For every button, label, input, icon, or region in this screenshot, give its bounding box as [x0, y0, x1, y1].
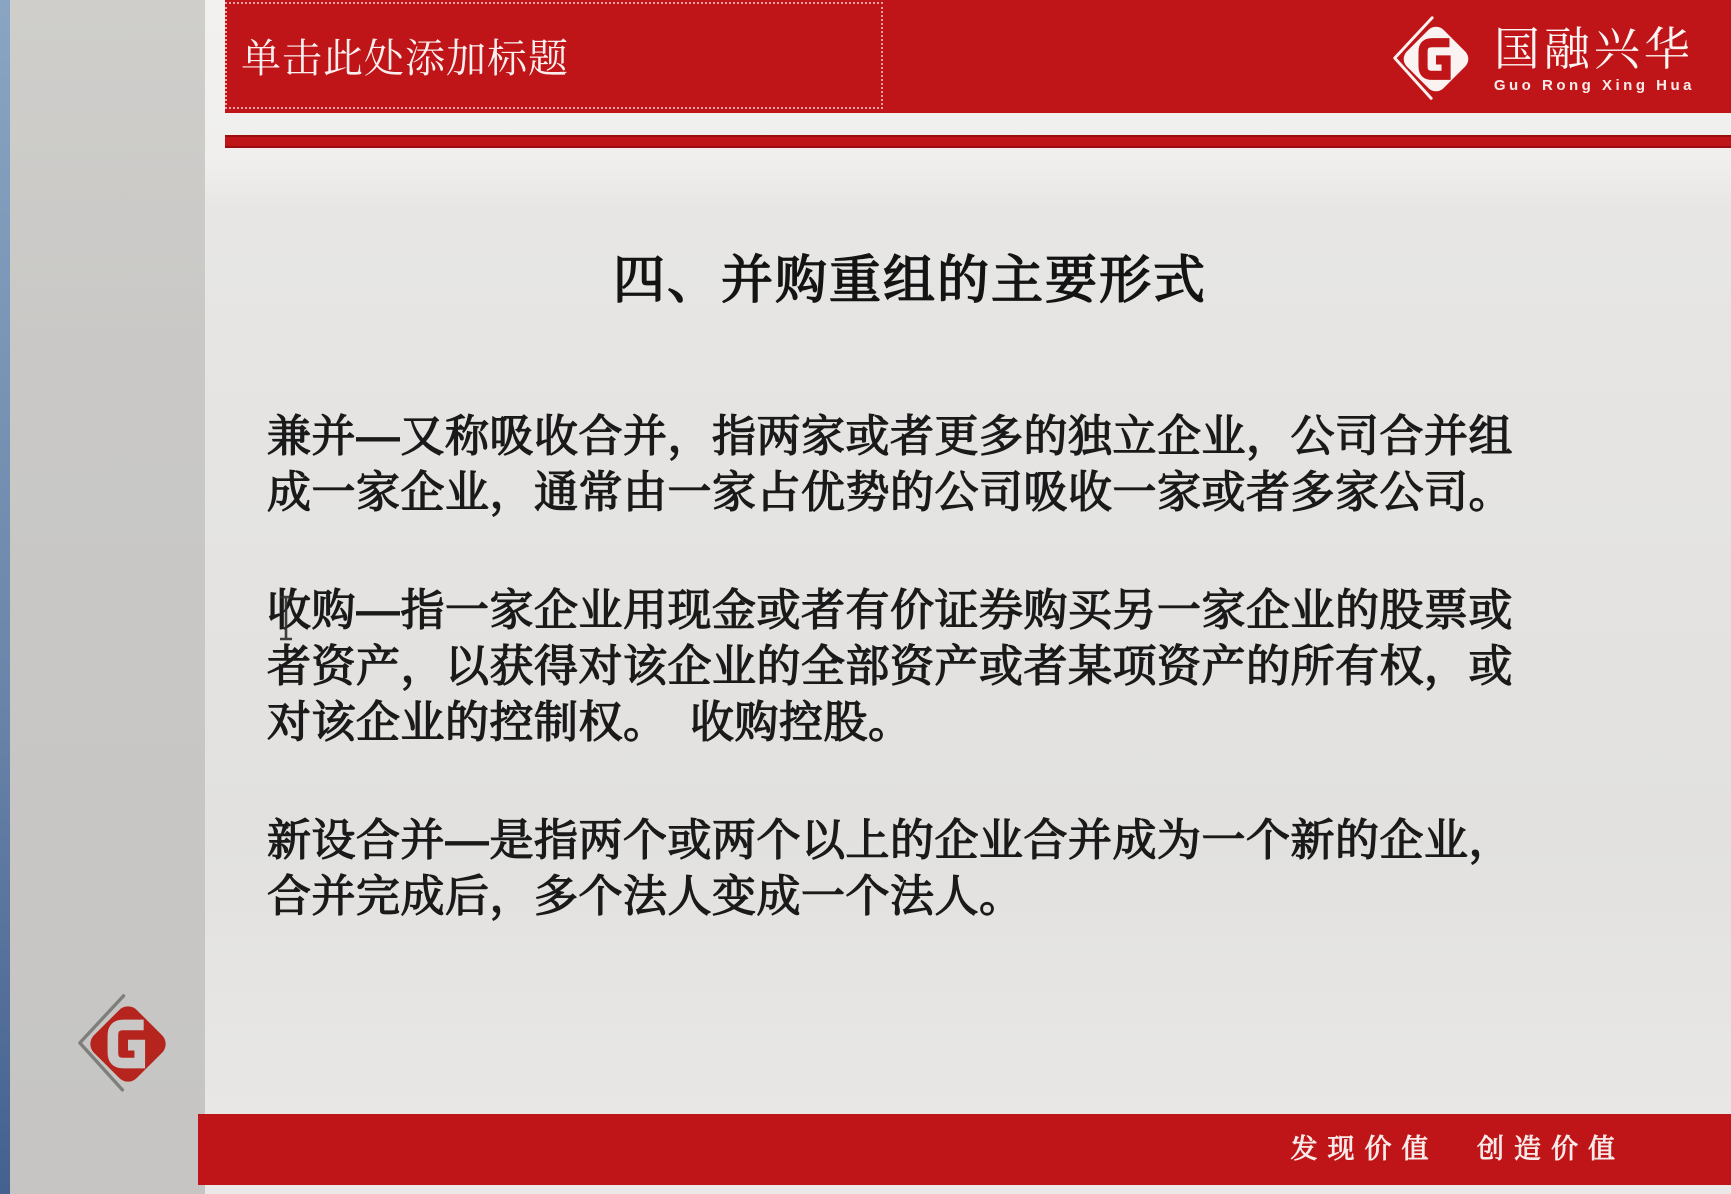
brand-name-cn: 国融兴华	[1493, 23, 1694, 75]
footer-slogan-create: 创造价值	[1477, 1134, 1625, 1164]
text-cursor-icon	[276, 594, 296, 642]
paragraph-line: 合并完成后，多个法人变成一个法人。	[267, 872, 1024, 921]
paragraph-line: 收购—指一家企业用现金或者有价证券购买另一家企业的股票或	[267, 586, 1513, 635]
paragraph-line: 对该企业的控制权。 收购控股。	[267, 698, 913, 747]
brand-lockup	[1388, 9, 1695, 109]
brand-name-en: Guo Rong Xing Hua	[1493, 77, 1695, 94]
paragraph-acquisition	[267, 583, 1635, 751]
header-divider-bar	[225, 135, 1731, 148]
brand-text	[1494, 24, 1695, 94]
title-placeholder-text: 单击此处添加标题	[241, 37, 569, 81]
title-placeholder[interactable]	[225, 2, 883, 109]
paragraph-consolidation	[267, 813, 1635, 925]
paragraph-line: 成一家企业，通常由一家占优势的公司吸收一家或者多家公司。	[267, 468, 1513, 517]
footer-bar	[198, 1114, 1731, 1185]
footer-slogan-discover: 发现价值	[1290, 1134, 1439, 1164]
paragraph-line: 兼并—又称吸收合并，指两家或者更多的独立企业，公司合并组	[267, 412, 1513, 461]
window-edge-strip	[0, 0, 10, 1194]
slide-header-bar	[225, 0, 1731, 113]
paragraph-line: 新设合并—是指两个或两个以上的企业合并成为一个新的企业，	[267, 816, 1513, 865]
body-textbox[interactable]	[267, 409, 1635, 925]
guorong-diamond-g-icon	[72, 988, 184, 1100]
paragraph-line: 者资产，以获得对该企业的全部资产或者某项资产的所有权，或	[267, 642, 1513, 691]
slide-title: 四、并购重组的主要形式	[612, 252, 1207, 310]
guorong-diamond-g-icon	[1388, 11, 1484, 107]
sidebar-brand-logo	[72, 988, 184, 1105]
paragraph-merger	[267, 409, 1635, 521]
slide-canvas	[205, 0, 1731, 1194]
footer-slogans	[198, 1114, 1731, 1185]
